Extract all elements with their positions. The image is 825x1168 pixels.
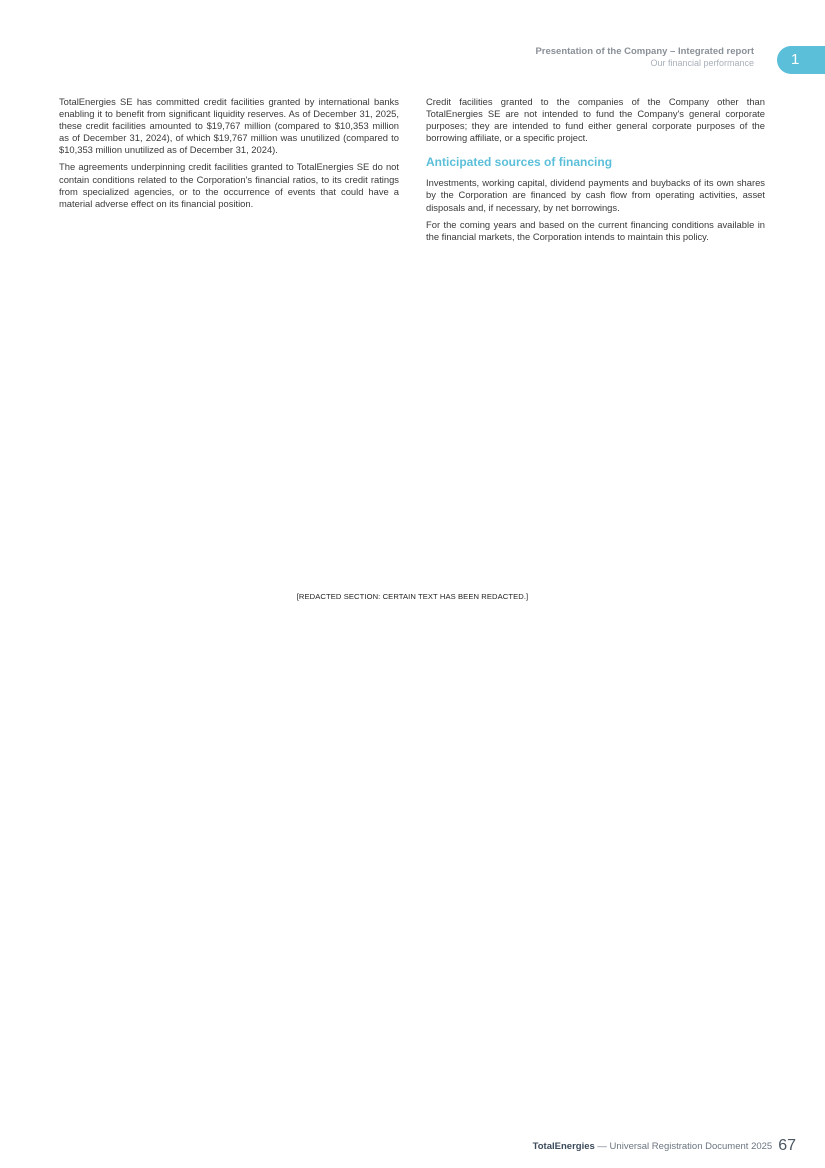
footer-brand: TotalEnergies: [532, 1141, 595, 1152]
page-number: 67: [778, 1137, 796, 1154]
chapter-number: 1: [791, 51, 800, 68]
section-heading: Anticipated sources of financing: [426, 155, 613, 170]
redacted-notice: [REDACTED SECTION: CERTAIN TEXT HAS BEEN REDACTED.]: [296, 592, 529, 601]
chapter-tab: [777, 46, 825, 74]
left-column: [59, 96, 399, 215]
subsection-title: Our financial performance: [650, 58, 754, 68]
running-header: [535, 46, 754, 69]
paragraph: Credit facilities granted to the companies of the Company other than TotalEnergies SE are not intended to fund the Company's general corporate purposes; they are intended to fund either general corporate purposes of the borrowing affiliate, or a specific project.: [426, 96, 765, 144]
right-column: [426, 96, 765, 248]
paragraph: TotalEnergies SE has committed credit facilities granted by international banks enabling it to benefit from significant liquidity reserves. As of December 31, 2025, these credit facilities amounted to $19,767 million (compared to $10,353 million as of December 31, 2024), of which $19,767 million was unutilized (compared to $10,353 million unutilized as of December 31, 2024).: [59, 96, 399, 156]
footer-document-title: — Universal Registration Document 2025: [594, 1141, 773, 1152]
paragraph: The agreements underpinning credit facilities granted to TotalEnergies SE do not contain conditions related to the Corporation's financial ratios, to its credit ratings from specialized agencies, or to the occurrence of events that could have a material adverse effect on its financial position.: [59, 161, 399, 209]
page-footer: [533, 1136, 796, 1154]
paragraph: For the coming years and based on the current financing conditions available in the financial markets, the Corporation intends to maintain this policy.: [426, 218, 765, 242]
section-title: Presentation of the Company – Integrated report: [535, 46, 754, 57]
paragraph: Investments, working capital, dividend payments and buybacks of its own shares by the Corporation are financed by cash flow from operating activities, asset disposals and, if necessary, by net borrowings.: [426, 177, 765, 213]
